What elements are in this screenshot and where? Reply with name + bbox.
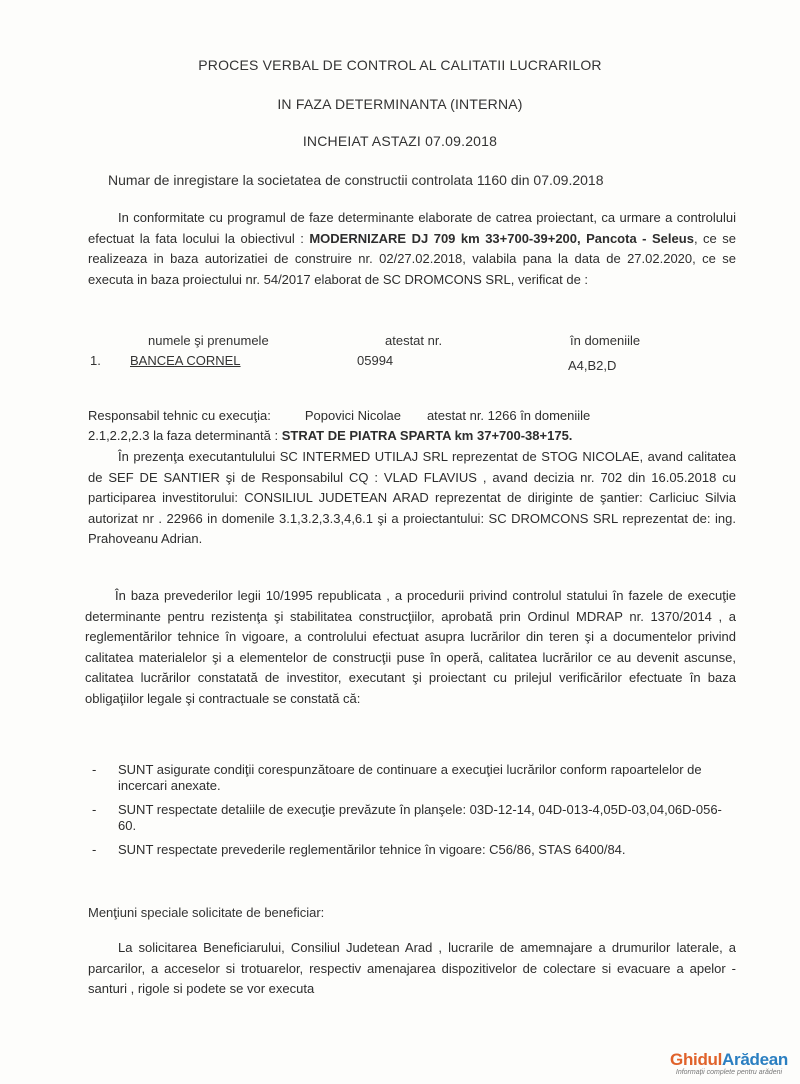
intro-paragraph (88, 208, 736, 290)
finding-text: SUNT respectate detaliile de execuţie prevăzute în planşele: 03D-12-14, 04D-013-4,05D-03,04,06D-056-60. (118, 802, 722, 833)
responsible-name: Popovici Nicolae (304, 408, 401, 423)
responsible-attest: atestat nr. 1266 în domeniile (426, 408, 591, 423)
intro-part2: , ce se realizeaza in baza autorizatiei de construire nr. 02/27.02.2018, valabila pana la data de 27.02.2020, ce se executa in baza proiectului nr. 54/2017 elaborat de SC DROMCONS SRL, verificat de : (88, 230, 737, 287)
finding-text: SUNT asigurate condiţii corespunzătoare de continuare a execuţiei lucrărilor conform rapoartelelor de incercari anexate. (118, 762, 702, 793)
document-subtitle: IN FAZA DETERMINANTA (INTERNA) (277, 96, 523, 112)
bullet-dash: - (92, 842, 97, 857)
logo-brand (661, 1050, 797, 1069)
verifier-domains: A4,B2,D (568, 358, 617, 373)
special-mentions-heading: Menţiuni speciale solicitate de beneficiar: (88, 905, 325, 920)
finding-text: SUNT respectate prevederile reglementărilor tehnice în vigoare: C56/86, STAS 6400/84. (118, 842, 626, 857)
responsible-paragraph (88, 406, 738, 446)
basis-text: În baza prevederilor legii 10/1995 republicata , a procedurii privind controlul statului în fazele de execuţie determinante pentru rezistenţa şi stabilitatea construcţiilor, aprobată prin Ordinul MDRAP nr. 1370/2014 , a reglementărilor tehnice în vigoare, a controlului efectuat asupra lucrărilor din teren şi a documentelor privind calitatea materialelor şi a elementelor de construcţii puse în operă, calitatea lucrărilor ce au devenit ascunse, calitatea lucrărilor constatată de investitor, executant şi proiectant cu prilejul verificărilor efectuate în baza obligaţiilor legale şi contractuale se constată că: (85, 588, 736, 706)
phase-name: STRAT DE PIATRA SPARTA km 37+700-38+175. (281, 428, 573, 443)
verifier-name-header: numele şi prenumele (148, 333, 269, 348)
logo-brand-part1: Ghidul (670, 1050, 723, 1069)
watermark-logo (661, 1050, 797, 1080)
verifier-attest-header: atestat nr. (385, 333, 443, 348)
special-mentions-paragraph (88, 938, 736, 1000)
document-date-line: INCHEIAT ASTAZI 07.09.2018 (302, 133, 498, 149)
responsible-label: Responsabil tehnic cu execuţia: (88, 408, 271, 423)
findings-list (90, 762, 730, 866)
presence-paragraph (88, 447, 736, 550)
objective-name: MODERNIZARE DJ 709 km 33+700-39+200, Pancota - Seleus (309, 230, 694, 246)
intro-part1: In conformitate cu programul de faze determinante elaborate de catrea proiectant, ca urmare a controlului efectuat la fata locului la obiectivul : (88, 210, 736, 246)
bullet-dash: - (92, 802, 97, 817)
verifier-domains-header: în domeniile (570, 333, 641, 348)
logo-brand-part2: Arădean (722, 1050, 788, 1069)
registration-line: Numar de inregistare la societatea de constructii controlata 1160 din 07.09.2018 (108, 172, 604, 188)
list-item (90, 842, 730, 858)
document-title: PROCES VERBAL DE CONTROL AL CALITATII LUCRARILOR (198, 57, 602, 73)
list-item (90, 802, 730, 834)
basis-paragraph (85, 586, 736, 709)
phase-label: la faza determinantă : (153, 428, 279, 443)
verifier-attest: 05994 (357, 353, 394, 368)
special-mentions-text: La solicitarea Beneficiarului, Consiliul Judetean Arad , lucrarile de amemnajare a drumurilor laterale, a parcarilor, a acceselor si trotuarelor, respectiv amenajarea dispozitivelor de colectare si evacuare a apelor - santuri , rigole si podete se vor executa (88, 940, 736, 996)
responsible-domains: 2.1,2.2,2.3 (88, 428, 150, 443)
bullet-dash: - (92, 762, 97, 777)
logo-tagline: Informații complete pentru arădeni (675, 1069, 783, 1076)
verifier-index: 1. (90, 353, 101, 368)
list-item (90, 762, 730, 794)
verifier-name: BANCEA CORNEL (130, 353, 241, 368)
presence-text: În prezenţa executantulului SC INTERMED UTILAJ SRL reprezentat de STOG NICOLAE, avand calitatea de SEF DE SANTIER şi de Responsabilul CQ : VLAD FLAVIUS , avand decizia nr. 702 din 16.05.2018 cu participarea investitorului: CONSILIUL JUDETEAN ARAD reprezentat de diriginte de şantier: Carliciuc Silvia autorizat nr . 22966 in domenile 3.1,3.2,3.3,4,6.1 şi a proiectantului: SC DROMCONS SRL reprezentat de: ing. Prahoveanu Adrian. (88, 449, 736, 546)
